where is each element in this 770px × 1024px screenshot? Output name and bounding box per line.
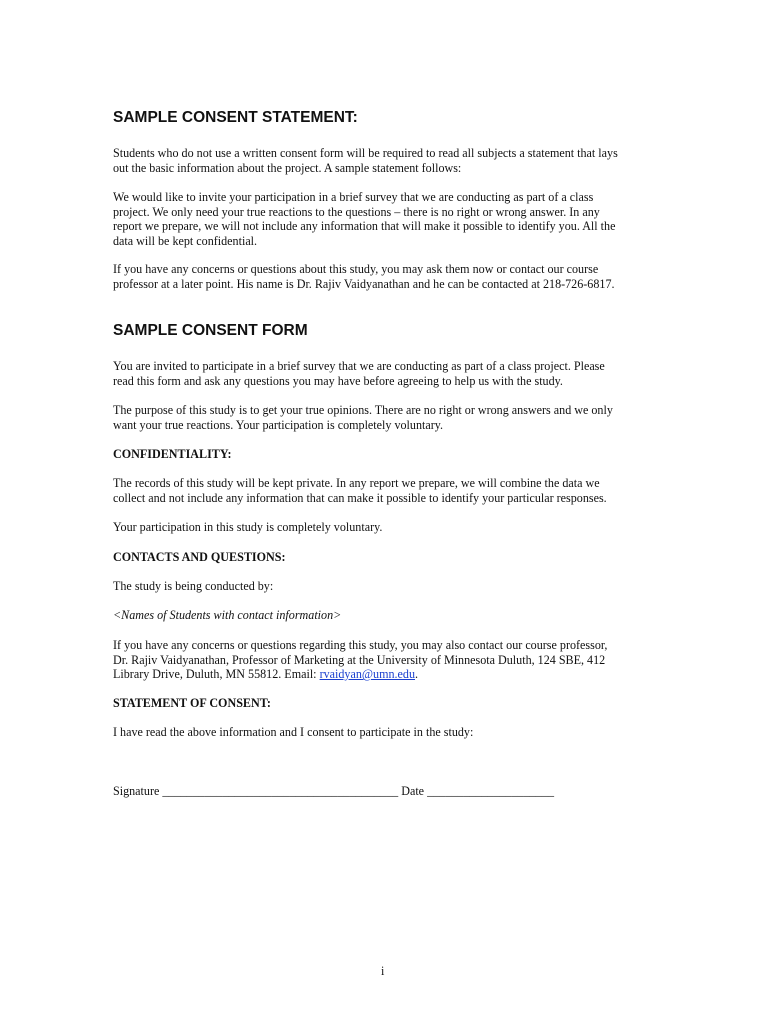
email-prefix: Library Drive, Duluth, MN 55812. Email: bbox=[113, 667, 320, 682]
contacts-heading: CONTACTS AND QUESTIONS: bbox=[113, 550, 286, 564]
text-line: want your true reactions. Your participation is completely voluntary. bbox=[113, 417, 444, 432]
text-line: professor at a later point. His name is Dr. Rajiv Vaidyanathan and he can be contacted at 218-726-6817. bbox=[113, 276, 615, 291]
text-line: report we prepare, we will not include any information that will make it possible to identify you. All the bbox=[113, 219, 616, 234]
page-number: i bbox=[381, 964, 385, 978]
text-line: The records of this study will be kept private. In any report we prepare, we will combine the data we bbox=[113, 476, 600, 490]
text-line: You are invited to participate in a brief survey that we are conducting as part of a class project. Please bbox=[113, 359, 605, 373]
email-link[interactable]: rvaidyan@umn.edu bbox=[319, 667, 416, 682]
text-line: out the basic information about the project. A sample statement follows: bbox=[113, 160, 462, 175]
document-page bbox=[113, 0, 658, 1024]
text-line: The purpose of this study is to get your true opinions. There are no right or wrong answers and we only bbox=[113, 403, 613, 417]
text-line bbox=[113, 667, 658, 682]
text-line: We would like to invite your participation in a brief survey that we are conducting as part of a class bbox=[113, 190, 594, 204]
conducted-by-paragraph: The study is being conducted by: bbox=[113, 579, 274, 593]
concerns-paragraph bbox=[113, 262, 658, 291]
text-line: read this form and ask any questions you may have before agreeing to help us with the study. bbox=[113, 373, 563, 388]
confidentiality-paragraph bbox=[113, 476, 658, 505]
text-line: project. We only need your true reactions to the questions – there is no right or wrong answer. In any bbox=[113, 204, 600, 219]
consent-text: I have read the above information and I consent to participate in the study: bbox=[113, 725, 474, 739]
statement-of-consent-heading: STATEMENT OF CONSENT: bbox=[113, 696, 271, 710]
signature-line: Signature _______________________________________ Date _____________________ bbox=[113, 784, 555, 798]
text-line: Dr. Rajiv Vaidyanathan, Professor of Marketing at the University of Minnesota Duluth, 124 SBE, 412 bbox=[113, 652, 606, 667]
consent-form-heading: SAMPLE CONSENT FORM bbox=[113, 322, 308, 339]
text-line: If you have any concerns or questions regarding this study, you may also contact our course professor, bbox=[113, 638, 608, 652]
sample-statement-paragraph bbox=[113, 190, 658, 248]
intro-paragraph bbox=[113, 146, 658, 175]
names-placeholder: <Names of Students with contact information> bbox=[113, 608, 342, 622]
text-line: data will be kept confidential. bbox=[113, 233, 258, 248]
text-line: Students who do not use a written consent form will be required to read all subjects a statement that lays bbox=[113, 146, 618, 160]
consent-statement-heading: SAMPLE CONSENT STATEMENT: bbox=[113, 109, 358, 126]
confidentiality-heading: CONFIDENTIALITY: bbox=[113, 447, 232, 461]
email-suffix: . bbox=[415, 667, 419, 682]
invite-paragraph bbox=[113, 359, 658, 388]
purpose-paragraph bbox=[113, 403, 658, 432]
voluntary-paragraph: Your participation in this study is completely voluntary. bbox=[113, 520, 383, 534]
text-line: collect and not include any information that can make it possible to identify your particular responses. bbox=[113, 490, 607, 505]
professor-contact-paragraph bbox=[113, 638, 658, 682]
text-line: If you have any concerns or questions about this study, you may ask them now or contact our course bbox=[113, 262, 599, 276]
